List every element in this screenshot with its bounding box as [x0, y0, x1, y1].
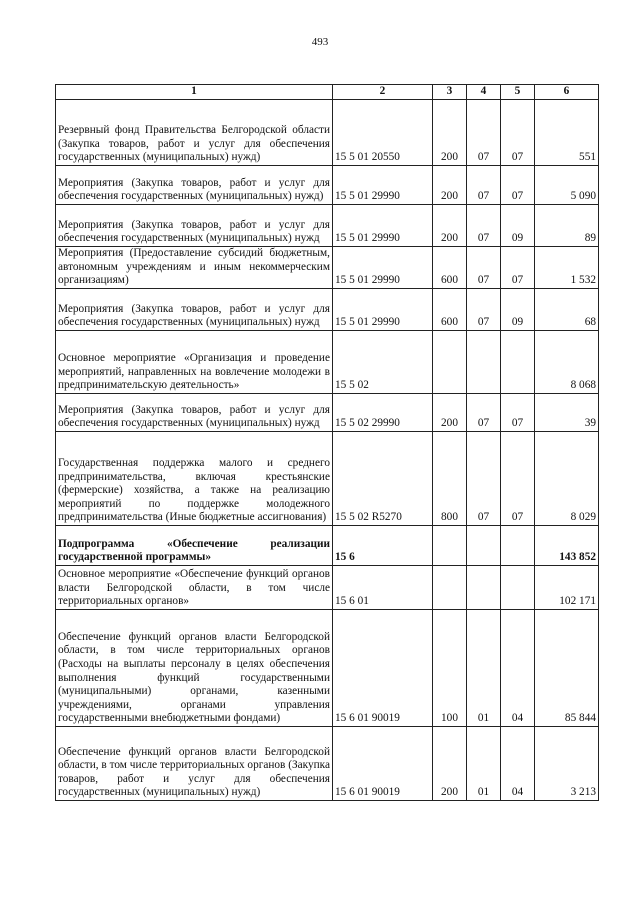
row-col4-cell: 07	[467, 205, 501, 247]
row-code-cell: 15 5 02	[333, 331, 433, 394]
row-name-cell: Резервный фонд Правительства Белгородской области (Закупка товаров, работ и услуг для обеспечения государственных (муниципальных) нужд)	[56, 100, 333, 166]
row-amount-cell: 89	[535, 205, 599, 247]
row-col4-cell: 07	[467, 289, 501, 331]
row-name-cell: Государственная поддержка малого и среднего предпринимательства, включая крестьянские (фермерские) хозяйства, а также на реализацию мероприятий по поддержке молодежного предпринимательства (Иные бюджетные ассигнования)	[56, 432, 333, 526]
column-header: 2	[333, 85, 433, 100]
table-header-row	[56, 85, 599, 100]
row-name-cell: Обеспечение функций органов власти Белгородской области, в том числе территориальных органов (Расходы на выплаты персоналу в целях обеспечения выполнения функций государственными (муниципальными) органами, казенными учреждениями, органами управления государственными внебюджетными фондами)	[56, 610, 333, 727]
table-row	[56, 205, 599, 247]
column-header: 1	[56, 85, 333, 100]
table-row	[56, 610, 599, 727]
row-col3-cell: 600	[433, 247, 467, 289]
row-amount-cell: 551	[535, 100, 599, 166]
row-col5-cell: 07	[501, 247, 535, 289]
column-header: 4	[467, 85, 501, 100]
row-col4-cell	[467, 331, 501, 394]
table-row	[56, 331, 599, 394]
row-col4-cell	[467, 526, 501, 566]
row-code-cell: 15 5 01 29990	[333, 289, 433, 331]
row-col3-cell: 600	[433, 289, 467, 331]
row-col5-cell: 04	[501, 727, 535, 801]
row-code-cell: 15 6	[333, 526, 433, 566]
row-code-cell: 15 6 01 90019	[333, 610, 433, 727]
table-row	[56, 166, 599, 205]
row-col3-cell	[433, 566, 467, 610]
row-col3-cell: 200	[433, 166, 467, 205]
row-col3-cell	[433, 331, 467, 394]
table-row	[56, 247, 599, 289]
row-code-cell: 15 5 01 29990	[333, 166, 433, 205]
row-col4-cell: 07	[467, 432, 501, 526]
row-name-cell: Мероприятия (Закупка товаров, работ и услуг для обеспечения государственных (муниципальных) нужд)	[56, 166, 333, 205]
row-col5-cell: 07	[501, 394, 535, 432]
row-col5-cell: 09	[501, 205, 535, 247]
row-col4-cell: 01	[467, 727, 501, 801]
table-body	[56, 100, 599, 801]
row-name-cell: Основное мероприятие «Организация и проведение мероприятий, направленных на вовлечение молодежи в предпринимательскую деятельность»	[56, 331, 333, 394]
row-col5-cell	[501, 566, 535, 610]
table-row	[56, 727, 599, 801]
row-code-cell: 15 6 01 90019	[333, 727, 433, 801]
row-col3-cell	[433, 526, 467, 566]
row-col4-cell	[467, 566, 501, 610]
row-col3-cell: 800	[433, 432, 467, 526]
row-col3-cell: 200	[433, 394, 467, 432]
row-name-cell: Мероприятия (Закупка товаров, работ и услуг для обеспечения государственных (муниципальных) нужд	[56, 205, 333, 247]
row-code-cell: 15 5 01 29990	[333, 205, 433, 247]
row-col5-cell: 07	[501, 166, 535, 205]
row-amount-cell: 5 090	[535, 166, 599, 205]
row-amount-cell: 8 029	[535, 432, 599, 526]
row-name-cell: Мероприятия (Закупка товаров, работ и услуг для обеспечения государственных (муниципальных) нужд	[56, 394, 333, 432]
budget-table	[55, 84, 599, 801]
row-name-cell: Подпрограмма «Обеспечение реализации государственной программы»	[56, 526, 333, 566]
row-name-cell: Основное мероприятие «Обеспечение функций органов власти Белгородской области, в том числе территориальных органов»	[56, 566, 333, 610]
row-amount-cell: 8 068	[535, 331, 599, 394]
row-col4-cell: 01	[467, 610, 501, 727]
row-code-cell: 15 6 01	[333, 566, 433, 610]
table-row	[56, 100, 599, 166]
row-amount-cell: 68	[535, 289, 599, 331]
table-row	[56, 394, 599, 432]
row-code-cell: 15 5 02 R5270	[333, 432, 433, 526]
row-col4-cell: 07	[467, 247, 501, 289]
row-name-cell: Мероприятия (Предоставление субсидий бюджетным, автономным учреждениям и иным некоммерческим организациям)	[56, 247, 333, 289]
row-col5-cell: 09	[501, 289, 535, 331]
row-col5-cell: 04	[501, 610, 535, 727]
row-amount-cell: 85 844	[535, 610, 599, 727]
page-number: 493	[311, 36, 329, 48]
row-code-cell: 15 5 01 20550	[333, 100, 433, 166]
table-row	[56, 289, 599, 331]
row-col3-cell: 200	[433, 727, 467, 801]
row-amount-cell: 3 213	[535, 727, 599, 801]
row-col5-cell: 07	[501, 100, 535, 166]
row-col5-cell	[501, 526, 535, 566]
row-amount-cell: 1 532	[535, 247, 599, 289]
row-amount-cell: 39	[535, 394, 599, 432]
row-name-cell: Мероприятия (Закупка товаров, работ и услуг для обеспечения государственных (муниципальных) нужд	[56, 289, 333, 331]
column-header: 3	[433, 85, 467, 100]
row-amount-cell: 143 852	[535, 526, 599, 566]
row-code-cell: 15 5 01 29990	[333, 247, 433, 289]
row-col5-cell	[501, 331, 535, 394]
row-col4-cell: 07	[467, 166, 501, 205]
row-col5-cell: 07	[501, 432, 535, 526]
row-code-cell: 15 5 02 29990	[333, 394, 433, 432]
row-col4-cell: 07	[467, 100, 501, 166]
column-header: 6	[535, 85, 599, 100]
table-row	[56, 566, 599, 610]
row-col3-cell: 100	[433, 610, 467, 727]
table-row	[56, 526, 599, 566]
row-col4-cell: 07	[467, 394, 501, 432]
row-name-cell: Обеспечение функций органов власти Белгородской области, в том числе территориальных органов (Закупка товаров, работ и услуг для обеспечения государственных (муниципальных) нужд)	[56, 727, 333, 801]
row-col3-cell: 200	[433, 100, 467, 166]
row-col3-cell: 200	[433, 205, 467, 247]
row-amount-cell: 102 171	[535, 566, 599, 610]
column-header: 5	[501, 85, 535, 100]
table-row	[56, 432, 599, 526]
